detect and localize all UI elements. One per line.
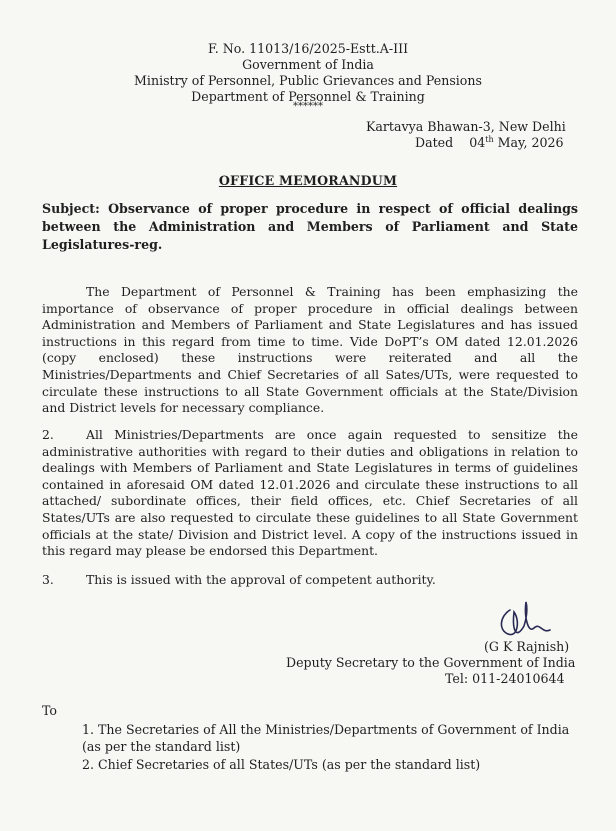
dated-label: Dated	[415, 135, 454, 150]
date-suffix: th	[485, 134, 494, 144]
signatory-name: (G K Rajnish)	[484, 639, 570, 654]
file-number: F. No. 11013/16/2025-Estt.A-III	[207, 41, 409, 56]
date-month-year: May, 2026	[497, 135, 564, 150]
to-label: To	[42, 703, 58, 718]
government-line: Government of India	[242, 57, 374, 72]
recipient-item-2: 2. Chief Secretaries of all States/UTs (as per the standard list)	[82, 757, 481, 772]
paragraph-2-number: 2.	[42, 427, 54, 442]
ministry-line: Ministry of Personnel, Public Grievances and Pensions	[134, 73, 482, 88]
paragraph-2-text: All Ministries/Departments are once again requested to sensitize the administrative authorities with regard to their duties and obligations in relation to dealings with Members of Parliament and State Legislatures in terms of guidelines contained in aforesaid OM dated 12.01.2026 and circulate these instructions to all attached/ subordinate offices, their field offices, etc. Chief Secretaries of all States/UTs are also requested to circulate these guidelines to all State Government officials at the state/ Division and District level. A copy of the instructions issued in this regard may please be endorsed this Department.	[42, 427, 578, 559]
header-separator: ******	[293, 101, 323, 112]
paragraph-3-text: This is issued with the approval of competent authority.	[86, 572, 436, 587]
department-line: Department of Personnel & Training	[191, 89, 425, 104]
paragraph-1: The Department of Personnel & Training has been emphasizing the importance of observance of proper procedure in official dealings between Administration and Members of Parliament and State Legislatures and has issued instructions in this regard from time to time. Vide DoPT’s OM dated 12.01.2026 (copy enclosed) these instructions were reiterated and all the Ministries/Departments and Chief Secretaries of all Sates/UTs, were requested to circulate these instructions to all State Government officials at the State/Division and District levels for necessary compliance.	[42, 284, 578, 416]
recipient-item-1: 1. The Secretaries of All the Ministries/Departments of Government of India (as per the standard list)	[82, 722, 570, 754]
memo-date	[415, 134, 564, 151]
memo-title: OFFICE MEMORANDUM	[218, 173, 398, 188]
date-day: 04	[469, 135, 486, 150]
paragraph-3-number: 3.	[42, 572, 54, 587]
paragraph-3	[42, 572, 578, 589]
paragraph-2	[42, 427, 578, 560]
signatory-designation: Deputy Secretary to the Government of India	[286, 655, 576, 670]
memo-subject: Subject: Observance of proper procedure in respect of official dealings between the Administration and Members of Parliament and State Legislatures-reg.	[42, 201, 578, 252]
office-address: Kartavya Bhawan-3, New Delhi	[366, 119, 566, 134]
signatory-telephone: Tel: 011-24010644	[445, 671, 565, 686]
